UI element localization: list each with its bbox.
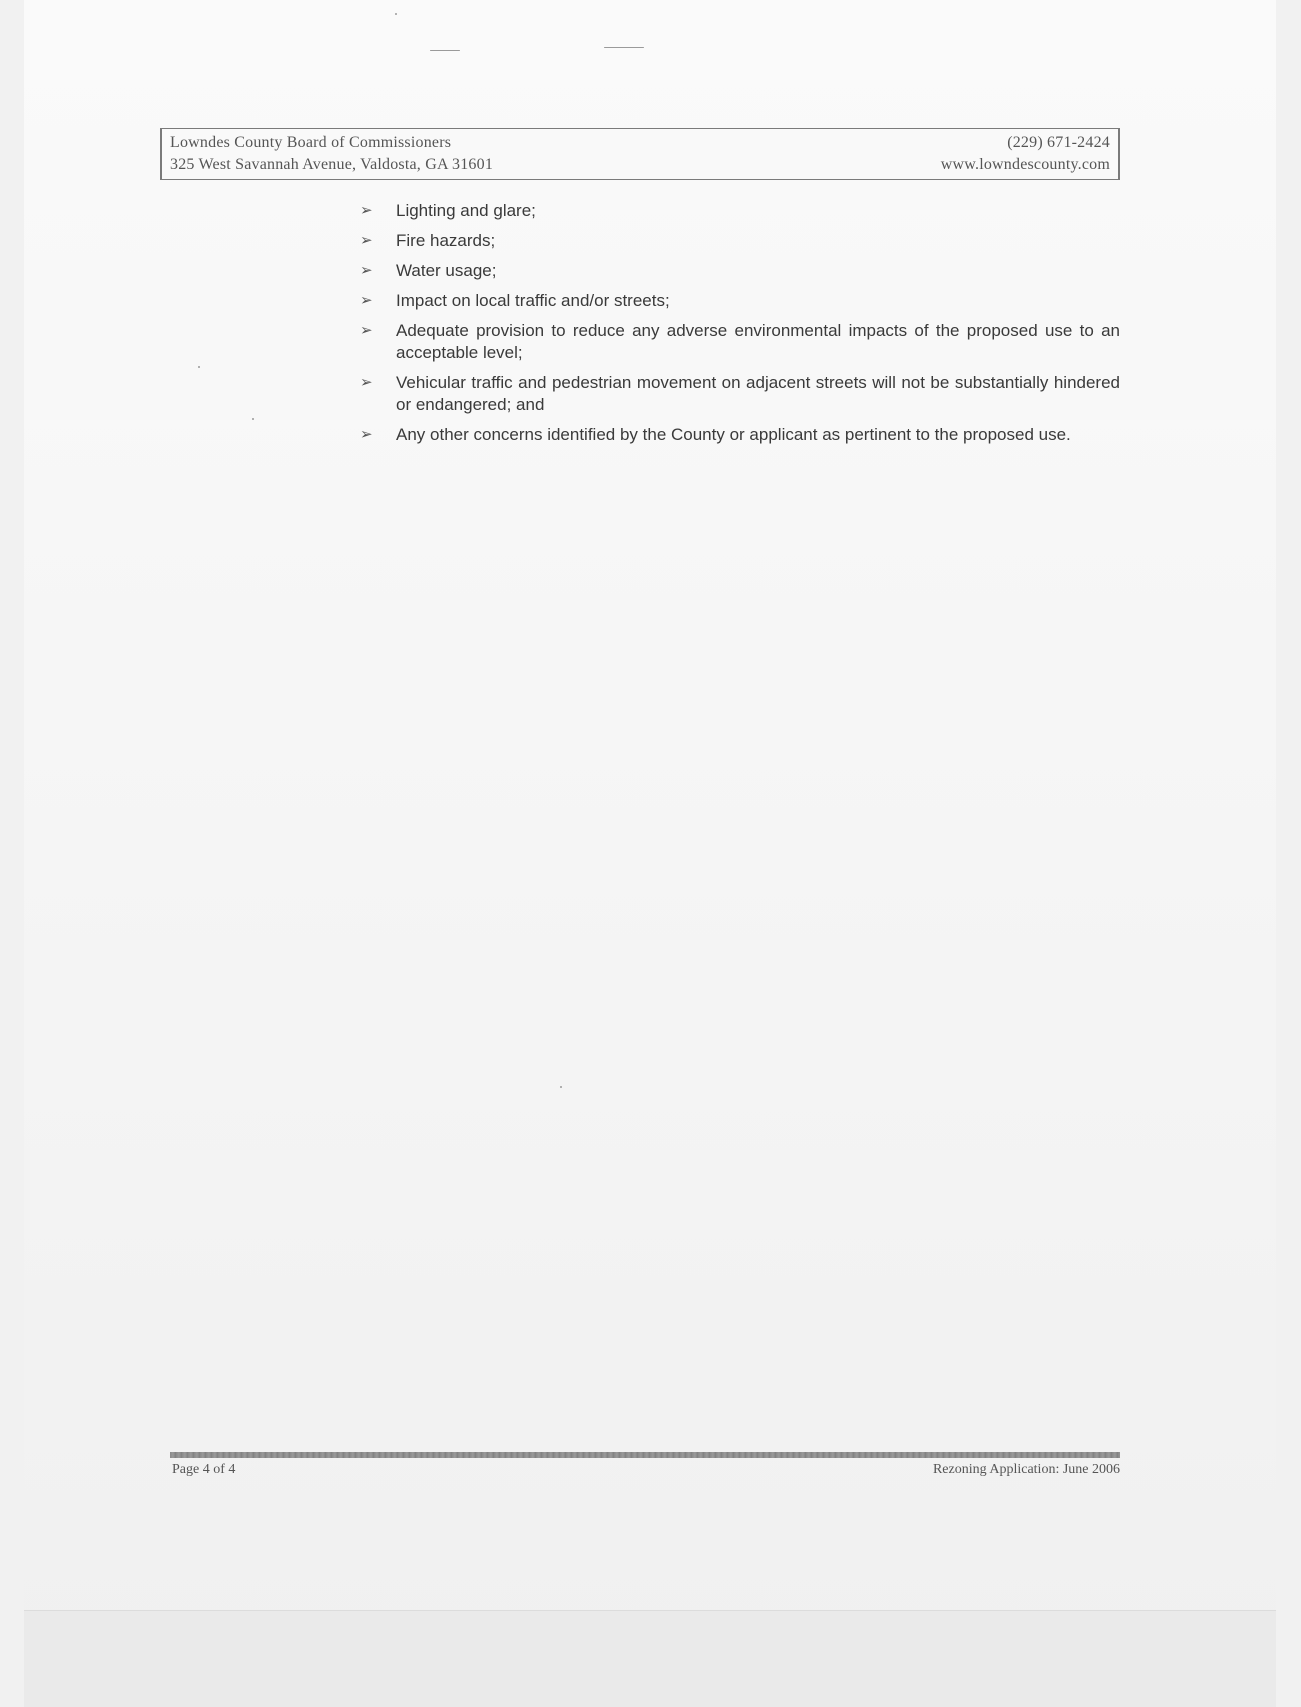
scan-speck bbox=[252, 418, 254, 420]
scan-speck bbox=[198, 366, 200, 368]
letterhead-box bbox=[160, 128, 1120, 180]
list-item bbox=[360, 260, 1120, 282]
list-item-text: Vehicular traffic and pedestrian movement on adjacent streets will not be substantially hindered or endangered; and bbox=[396, 373, 1120, 414]
scan-edge-shadow bbox=[24, 1610, 1276, 1707]
arrow-bullet-icon: ➢ bbox=[360, 374, 373, 391]
organization-address: 325 West Savannah Avenue, Valdosta, GA 31601 bbox=[170, 156, 494, 173]
arrow-bullet-icon: ➢ bbox=[360, 232, 373, 249]
list-item-text: Water usage; bbox=[396, 261, 497, 280]
list-item bbox=[360, 290, 1120, 312]
scan-speck bbox=[395, 13, 397, 15]
arrow-bullet-icon: ➢ bbox=[360, 292, 373, 309]
scan-speck bbox=[430, 50, 460, 51]
list-item bbox=[360, 230, 1120, 252]
scan-speck bbox=[604, 47, 644, 48]
list-item bbox=[360, 372, 1120, 416]
arrow-bullet-icon: ➢ bbox=[360, 202, 373, 219]
list-item-text: Adequate provision to reduce any adverse environmental impacts of the proposed use to an acceptable level; bbox=[396, 321, 1120, 362]
list-item-text: Any other concerns identified by the County or applicant as pertinent to the proposed use. bbox=[396, 425, 1071, 444]
list-item bbox=[360, 424, 1120, 446]
page-number: Page 4 of 4 bbox=[172, 1462, 236, 1477]
list-item bbox=[360, 320, 1120, 364]
arrow-bullet-icon: ➢ bbox=[360, 322, 373, 339]
organization-name: Lowndes County Board of Commissioners bbox=[170, 134, 452, 151]
arrow-bullet-icon: ➢ bbox=[360, 426, 373, 443]
website-url: www.lowndescounty.com bbox=[940, 156, 1110, 173]
list-item-text: Impact on local traffic and/or streets; bbox=[396, 291, 670, 310]
list-item-text: Fire hazards; bbox=[396, 231, 496, 250]
list-item bbox=[360, 200, 1120, 222]
criteria-list bbox=[360, 200, 1120, 454]
footer-rule bbox=[170, 1452, 1120, 1458]
phone-number: (229) 671-2424 bbox=[1007, 134, 1110, 151]
scan-speck bbox=[560, 1086, 562, 1088]
list-item-text: Lighting and glare; bbox=[396, 201, 536, 220]
document-title: Rezoning Application: June 2006 bbox=[932, 1462, 1120, 1477]
arrow-bullet-icon: ➢ bbox=[360, 262, 373, 279]
